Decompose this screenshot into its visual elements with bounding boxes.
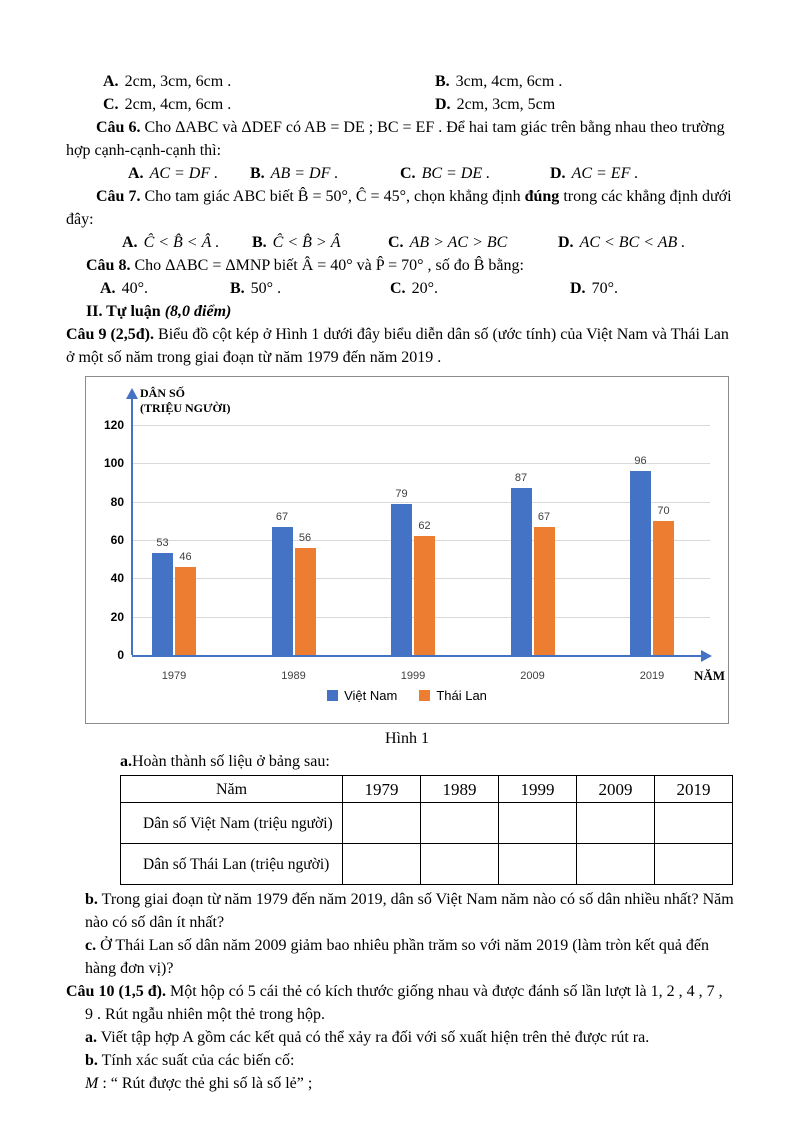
part-text: Hoàn thành số liệu ở bảng sau: <box>132 753 330 770</box>
chart-bar-series1 <box>272 527 293 655</box>
legend-label: Thái Lan <box>436 688 487 703</box>
q7-options-row <box>66 231 734 254</box>
answer-option-a <box>122 231 252 254</box>
table-header-cell: 2019 <box>655 776 733 803</box>
question-number: Câu 7. <box>96 188 141 205</box>
part-label: a. <box>85 1029 97 1046</box>
figure-caption <box>85 727 729 750</box>
question-7 <box>66 185 734 231</box>
population-table <box>120 775 733 885</box>
option-text: Ĉ < B̂ < Â . <box>143 234 220 251</box>
table-header-cell: 1989 <box>421 776 499 803</box>
y-axis-title-line1: DÂN SỐ <box>140 386 186 400</box>
answer-option-c <box>103 93 435 116</box>
question-text: Cho ΔABC và ΔDEF có AB = DE ; BC = EF . Để hai tam giác trên bằng nhau theo trường hợp cạnh-cạnh-cạnh thì: <box>66 119 725 159</box>
bar-value-label: 56 <box>298 532 312 544</box>
y-tick-label: 20 <box>110 609 124 624</box>
part-a-line <box>120 750 734 773</box>
question-10 <box>66 980 734 1026</box>
legend-swatch-icon <box>327 690 338 701</box>
option-text: Ĉ < B̂ > Â <box>272 234 341 251</box>
y-axis-arrow-icon <box>126 388 138 399</box>
part-text: Ở Thái Lan số dân năm 2009 giảm bao nhiêu phần trăm so với năm 2019 (làm tròn kết quả đến hàng đơn vị)? <box>85 937 710 977</box>
section-title: II. Tự luận <box>86 303 161 320</box>
chart-bar-series2 <box>653 521 674 655</box>
option-text: 70°. <box>591 280 618 297</box>
answer-option-a <box>128 162 250 185</box>
answer-option-a <box>103 70 435 93</box>
bar-value-label: 67 <box>275 511 289 523</box>
table-cell-empty <box>577 803 655 844</box>
part-b-line <box>85 888 734 934</box>
x-tick-label: 2009 <box>520 670 545 682</box>
chart-bar-series2 <box>534 527 555 655</box>
x-tick-label: 2019 <box>639 670 665 682</box>
chart-canvas <box>86 377 728 723</box>
table-header-row <box>121 776 733 803</box>
bar-value-label: 79 <box>395 488 408 500</box>
question-number: Câu 8. <box>86 257 131 274</box>
section-heading <box>86 300 734 323</box>
answer-option-a <box>100 277 230 300</box>
x-axis-title: NĂM <box>694 668 726 683</box>
table-header-cell: 2009 <box>577 776 655 803</box>
question-number: Câu 6. <box>96 119 141 136</box>
option-text: 3cm, 4cm, 6cm . <box>455 73 563 90</box>
option-text: 50° . <box>250 280 282 297</box>
part-label: b. <box>85 891 98 908</box>
answer-option-d <box>558 231 685 254</box>
option-label: B. <box>435 73 450 90</box>
legend-swatch-icon <box>419 690 430 701</box>
q10-part-a <box>85 1026 734 1049</box>
answer-option-d <box>570 277 618 300</box>
bar-value-label: 96 <box>634 455 647 467</box>
chart-bar-series1 <box>630 471 651 655</box>
option-text: 2cm, 3cm, 6cm . <box>124 73 232 90</box>
q10-event-m <box>85 1072 734 1095</box>
bar-value-label: 62 <box>418 520 431 532</box>
part-label: a. <box>120 753 132 770</box>
option-label: D. <box>570 280 586 297</box>
option-label: D. <box>550 165 566 182</box>
table-cell-empty <box>655 844 733 885</box>
question-9 <box>66 323 734 369</box>
chart-bar-series2 <box>414 536 435 655</box>
q5-options-row-1 <box>66 70 734 93</box>
answer-option-b <box>250 162 400 185</box>
table-row-thailan <box>121 844 733 885</box>
option-label: A. <box>103 73 119 90</box>
y-tick-label: 40 <box>110 571 124 586</box>
table-cell-empty <box>343 803 421 844</box>
option-label: A. <box>128 165 144 182</box>
table-cell-empty <box>499 803 577 844</box>
y-tick-label: 100 <box>103 456 124 471</box>
option-label: D. <box>558 234 574 251</box>
question-text: Một hộp có 5 cái thẻ có kích thước giống nhau và được đánh số lần lượt là 1, 2 , 4 , 7 , 9 . Rút ngẫu nhiên một thẻ trong hộp. <box>85 983 723 1023</box>
question-text: trong các khẳng định dưới đây: <box>66 188 732 228</box>
chart-bar-series2 <box>295 548 316 655</box>
population-chart <box>85 376 729 724</box>
table-row-label: Dân số Thái Lan (triệu người) <box>121 844 343 885</box>
bar-value-label: 67 <box>537 511 551 523</box>
table-row-label: Dân số Việt Nam (triệu người) <box>121 803 343 844</box>
table-cell-empty <box>499 844 577 885</box>
question-number: Câu 10 (1,5 đ). <box>66 983 167 1000</box>
option-label: C. <box>103 96 119 113</box>
table-cell-empty <box>421 844 499 885</box>
answer-option-c <box>400 162 550 185</box>
option-label: C. <box>390 280 406 297</box>
option-label: C. <box>388 234 404 251</box>
legend-label: Việt Nam <box>344 688 398 703</box>
option-label: A. <box>122 234 138 251</box>
chart-bar-series2 <box>175 567 196 655</box>
option-text: AC < BC < AB . <box>579 234 686 251</box>
answer-option-b <box>230 277 390 300</box>
emphasized-word: đúng <box>524 188 560 205</box>
y-axis <box>131 399 133 655</box>
option-label: B. <box>230 280 245 297</box>
option-text: AB = DF . <box>270 165 339 182</box>
q10-part-b <box>85 1049 734 1072</box>
table-cell-empty <box>577 844 655 885</box>
option-label: D. <box>435 96 451 113</box>
bar-value-label: 53 <box>156 537 169 549</box>
part-c-line <box>85 934 734 980</box>
q6-options-row <box>66 162 734 185</box>
part-text: Tính xác suất của các biến cố: <box>97 1052 295 1069</box>
option-text: 20°. <box>411 280 438 297</box>
q5-options-row-2 <box>66 93 734 116</box>
table-cell-empty <box>655 803 733 844</box>
y-axis-title <box>140 386 231 416</box>
x-tick-label: 1989 <box>281 670 306 682</box>
event-text: : “ Rút được thẻ ghi số là số lẻ” ; <box>98 1075 313 1092</box>
table-header-cell: 1999 <box>499 776 577 803</box>
option-label: A. <box>100 280 116 297</box>
answer-option-d <box>550 162 638 185</box>
question-text: Cho ΔABC = ΔMNP biết Â = 40° và P̂ = 70° , số đo B̂ bằng: <box>130 257 524 274</box>
table-cell-empty <box>343 844 421 885</box>
gridline <box>132 425 710 426</box>
answer-option-c <box>388 231 558 254</box>
part-text: Trong giai đoạn từ năm 1979 đến năm 2019, dân số Việt Nam năm nào có số dân nhiều nhất? Năm nào có số dân ít nhất? <box>85 891 734 931</box>
event-symbol: M <box>85 1075 99 1092</box>
answer-option-d <box>435 93 555 116</box>
question-text: Cho tam giác ABC biết B̂ = 50°, Ĉ = 45°, chọn khẳng định <box>140 188 525 205</box>
y-tick-label: 80 <box>110 494 124 509</box>
option-text: AB > AC > BC <box>409 234 508 251</box>
answer-option-c <box>390 277 570 300</box>
option-text: 2cm, 3cm, 5cm <box>456 96 556 113</box>
answer-option-b <box>435 70 562 93</box>
table-row-vietnam <box>121 803 733 844</box>
table-header-cell: 1979 <box>343 776 421 803</box>
part-label: c. <box>85 937 97 954</box>
x-tick-label: 1979 <box>161 670 187 682</box>
y-tick-label: 120 <box>103 418 124 432</box>
option-text: BC = DE . <box>421 165 491 182</box>
option-text: 40°. <box>121 280 148 297</box>
x-axis <box>132 655 702 657</box>
answer-option-b <box>252 231 388 254</box>
y-axis-title-line2: (TRIỆU NGƯỜI) <box>140 401 231 415</box>
option-text: 2cm, 4cm, 6cm . <box>124 96 232 113</box>
option-label: B. <box>252 234 267 251</box>
option-label: C. <box>400 165 416 182</box>
figure-caption-text: Hình 1 <box>385 730 429 747</box>
section-points: (8,0 điểm) <box>160 303 232 320</box>
question-8 <box>66 254 734 277</box>
part-text: Viết tập hợp A gồm các kết quả có thể xảy ra đối với số xuất hiện trên thẻ được rút ra. <box>97 1029 650 1046</box>
question-text: Biểu đồ cột kép ở Hình 1 dưới đây biểu diễn dân số (ước tính) của Việt Nam và Thái Lan ở một số năm trong giai đoạn từ năm 1979 đến năm 2019 . <box>66 326 729 366</box>
x-tick-label: 1999 <box>400 670 426 682</box>
option-label: B. <box>250 165 265 182</box>
y-tick-label: 60 <box>110 533 124 547</box>
bar-value-label: 87 <box>514 472 528 484</box>
chart-bar-series1 <box>152 553 173 655</box>
table-cell-empty <box>421 803 499 844</box>
question-6 <box>66 116 734 162</box>
bar-value-label: 70 <box>657 505 670 517</box>
x-axis-arrow-icon <box>701 650 712 662</box>
option-text: AC = DF . <box>149 165 219 182</box>
question-number: Câu 9 (2,5đ). <box>66 326 155 343</box>
bar-value-label: 46 <box>179 551 192 563</box>
q8-options-row <box>66 277 734 300</box>
y-tick-label: 0 <box>117 648 124 662</box>
part-label: b. <box>85 1052 98 1069</box>
table-header-cell: Năm <box>121 776 343 803</box>
option-text: AC = EF . <box>571 165 639 182</box>
